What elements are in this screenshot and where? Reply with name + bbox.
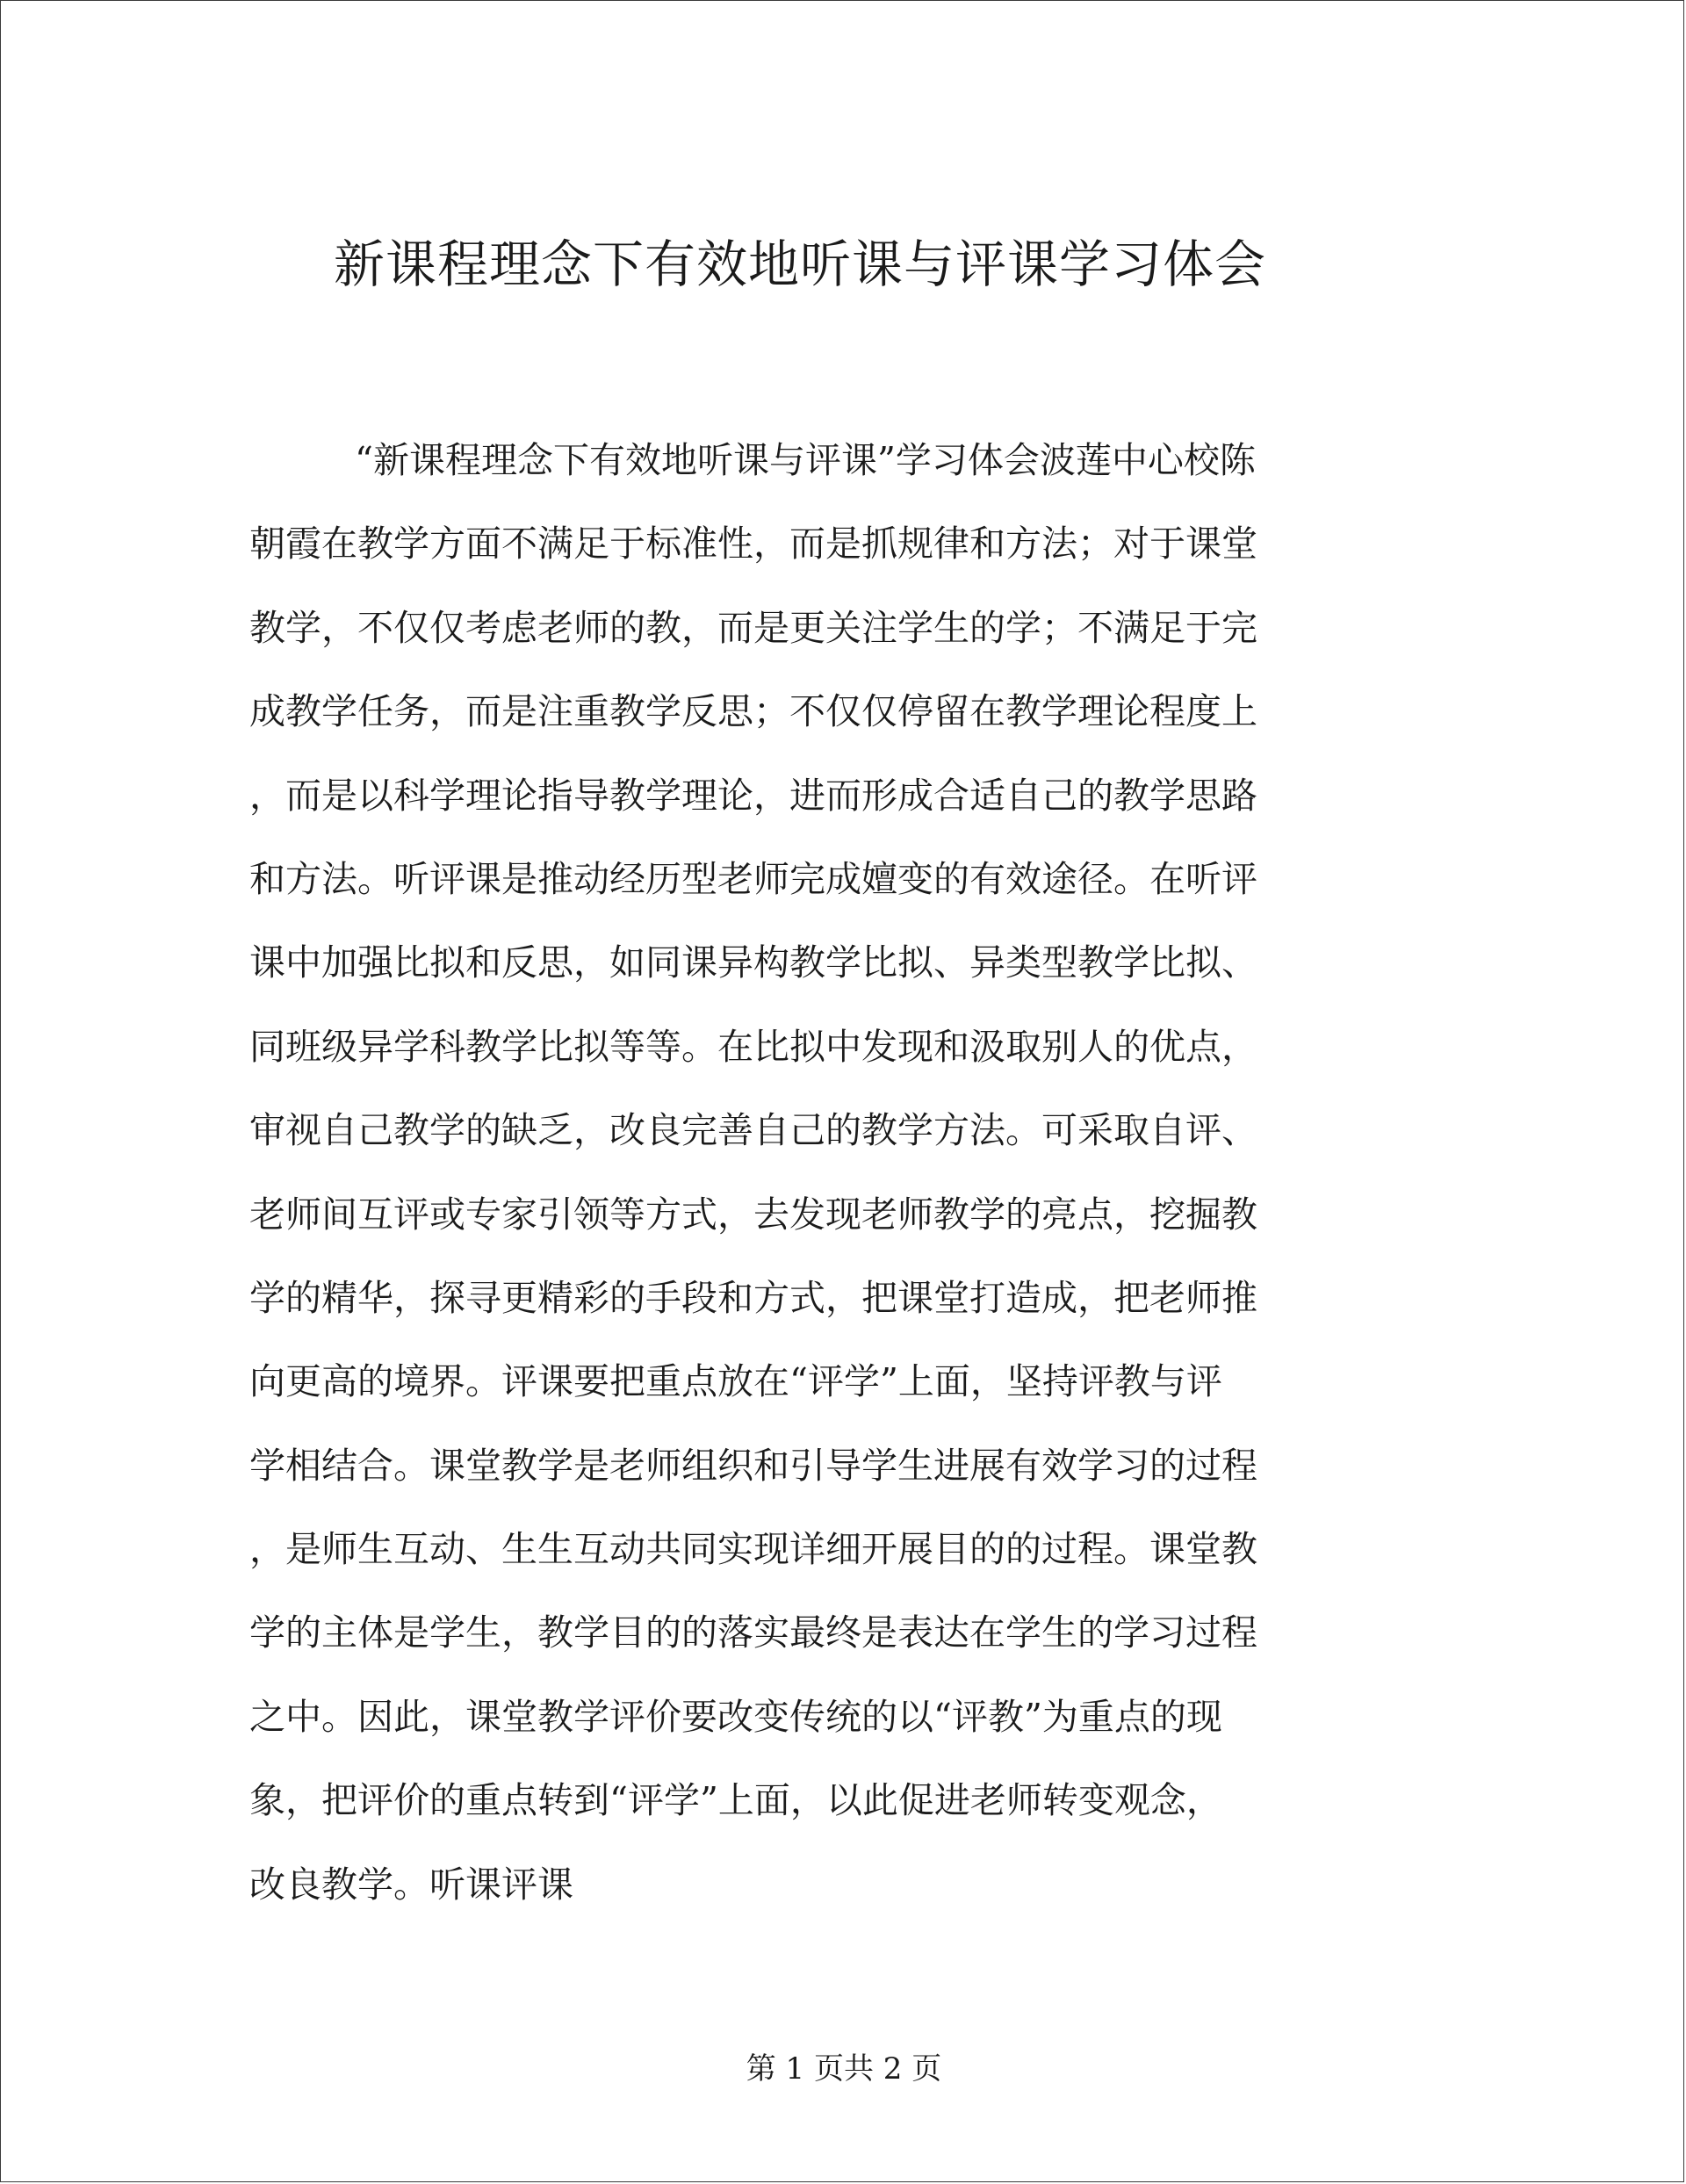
body-line: 老师间互评或专家引领等方式，去发现老师教学的亮点，挖掘教: [249, 1193, 1257, 1236]
body-line: 成教学任务，而是注重教学反思；不仅仅停留在教学理论程度上: [249, 690, 1257, 733]
body-line: 朝霞在教学方面不满足于标准性，而是抓规律和方法；对于课堂: [249, 523, 1257, 566]
body-line: 教学，不仅仅考虑老师的教，而是更关注学生的学；不满足于完: [249, 606, 1257, 649]
body-line: 学的主体是学生，教学目的的落实最终是表达在学生的学习过程: [249, 1611, 1257, 1654]
body-line: ，而是以科学理论指导教学理论，进而形成合适自己的教学思路: [249, 774, 1257, 817]
body-line: 向更高的境界。评课要把重点放在“评学”上面，坚持评教与评: [249, 1360, 1222, 1403]
body-line: 之中。因此，课堂教学评价要改变传统的以“评教”为重点的现: [249, 1695, 1222, 1738]
body-line: 课中加强比拟和反思，如同课异构教学比拟、异类型教学比拟、: [249, 941, 1257, 984]
body-line: 象，把评价的重点转到“评学”上面，以此促进老师转变观念，: [249, 1779, 1222, 1822]
body-line: 学相结合。课堂教学是老师组织和引导学生进展有效学习的过程: [249, 1444, 1257, 1487]
body-line: 学的精华，探寻更精彩的手段和方式，把课堂打造成，把老师推: [249, 1276, 1257, 1319]
document-body: [249, 419, 1316, 1927]
body-line: 改良教学。听课评课: [249, 1863, 573, 1906]
document-title: 新课程理念下有效地听课与评课学习体会: [333, 234, 1266, 294]
body-line: 审视自己教学的缺乏，改良完善自己的教学方法。可采取自评、: [249, 1109, 1257, 1152]
body-line: 同班级异学科教学比拟等等。在比拟中发现和汲取别人的优点，: [249, 1025, 1257, 1068]
body-line: “新课程理念下有效地听课与评课”学习体会波莲中心校陈: [355, 439, 1256, 481]
body-line: ，是师生互动、生生互动共同实现详细开展目的的过程。课堂教: [249, 1528, 1257, 1571]
page-number-footer: 第 1 页共 2 页: [746, 2051, 942, 2087]
body-line: 和方法。听评课是推动经历型老师完成嬗变的有效途径。在听评: [249, 857, 1257, 900]
